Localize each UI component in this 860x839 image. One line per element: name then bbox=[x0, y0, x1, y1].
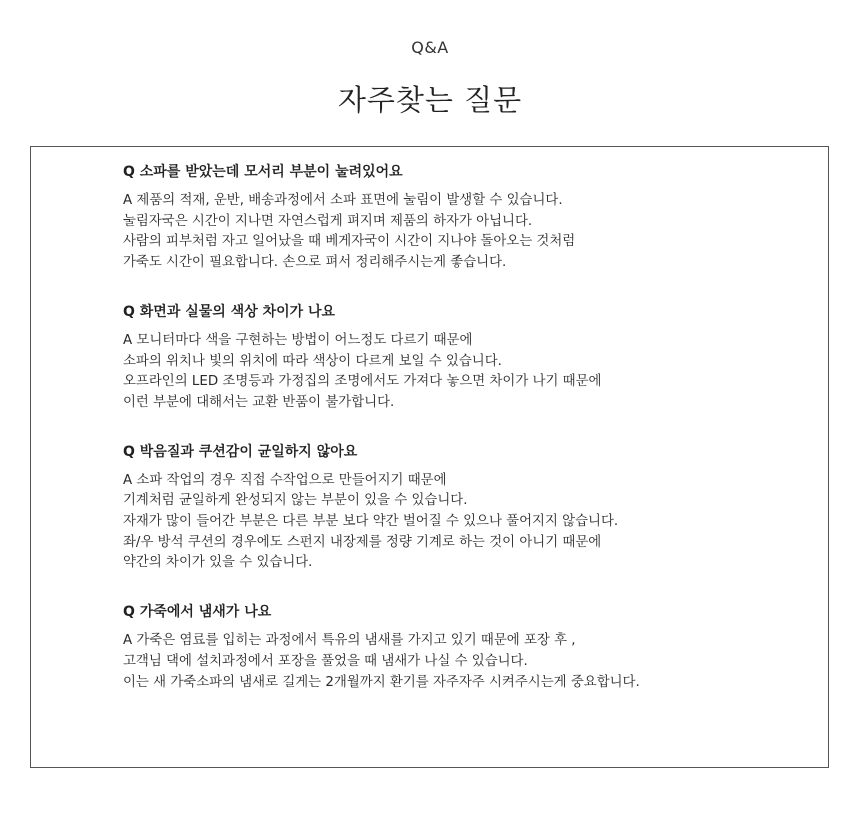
faq-answer-line: 기계처럼 균일하게 완성되지 않는 부분이 있을 수 있습니다. bbox=[123, 493, 468, 509]
faq-item bbox=[123, 161, 813, 274]
page-title: 자주찾는 질문 bbox=[337, 83, 523, 117]
section-eyebrow: Q&A bbox=[411, 38, 449, 57]
faq-answer-line: 소파의 위치나 빛의 위치에 따라 색상이 다르게 보일 수 있습니다. bbox=[123, 353, 502, 369]
faq-item bbox=[123, 441, 813, 575]
faq-answer-line: 고객님 댁에 설치과정에서 포장을 풀었을 때 냄새가 나실 수 있습니다. bbox=[123, 653, 528, 669]
faq-answer-line: 가죽도 시간이 필요합니다. 손으로 펴서 정리해주시는게 좋습니다. bbox=[123, 255, 507, 271]
faq-answer-line: 눌림자국은 시간이 지나면 자연스럽게 펴지며 제품의 하자가 아닙니다. bbox=[123, 213, 533, 229]
faq-answer bbox=[123, 331, 813, 414]
faq-answer-line: 약간의 차이가 있을 수 있습니다. bbox=[123, 555, 313, 571]
faq-question: Q 소파를 받았는데 모서리 부분이 눌려있어요 bbox=[123, 164, 403, 180]
faq-answer-line: A 가죽은 염료를 입히는 과정에서 특유의 냄새를 가지고 있기 때문에 포장 후 , bbox=[123, 633, 576, 649]
faq-answer-line: 사람의 피부처럼 자고 일어났을 때 베게자국이 시간이 지나야 돌아오는 것처럼 bbox=[123, 234, 576, 250]
faq-question: Q 화면과 실물의 색상 차이가 나요 bbox=[123, 303, 336, 320]
faq-answer bbox=[123, 191, 813, 274]
faq-answer-line: 좌/우 방석 쿠션의 경우에도 스펀지 내장제를 정량 기계로 하는 것이 아니기 때문에 bbox=[123, 534, 602, 550]
faq-question: Q 가죽에서 냄새가 나요 bbox=[123, 604, 272, 621]
faq-container bbox=[30, 146, 829, 768]
faq-answer-line: 이는 새 가죽소파의 냄새로 길게는 2개월까지 환기를 자주자주 시켜주시는게 중요합니다. bbox=[123, 674, 640, 690]
faq-item bbox=[123, 601, 813, 693]
faq-answer-line: 오프라인의 LED 조명등과 가정집의 조명에서도 가져다 놓으면 차이가 나기 때문에 bbox=[123, 374, 602, 390]
faq-answer-line: 자재가 많이 들어간 부분은 다른 부분 보다 약간 벌어질 수 있으나 풀어지지 않습니다. bbox=[123, 514, 619, 530]
faq-answer bbox=[123, 631, 813, 693]
faq-item bbox=[123, 301, 813, 414]
faq-answer-line: A 제품의 적재, 운반, 배송과정에서 소파 표면에 눌림이 발생할 수 있습니다. bbox=[123, 193, 563, 208]
faq-answer-line: 이런 부분에 대해서는 교환 반품이 불가합니다. bbox=[123, 394, 395, 410]
faq-question: Q 박음질과 쿠션감이 균일하지 않아요 bbox=[123, 443, 358, 460]
faq-answer-line: A 소파 작업의 경우 직접 수작업으로 만들어지기 때문에 bbox=[123, 472, 447, 488]
faq-list bbox=[123, 161, 813, 720]
faq-answer bbox=[123, 471, 813, 575]
faq-answer-line: A 모니터마다 색을 구현하는 방법이 어느정도 다르기 때문에 bbox=[123, 332, 473, 348]
